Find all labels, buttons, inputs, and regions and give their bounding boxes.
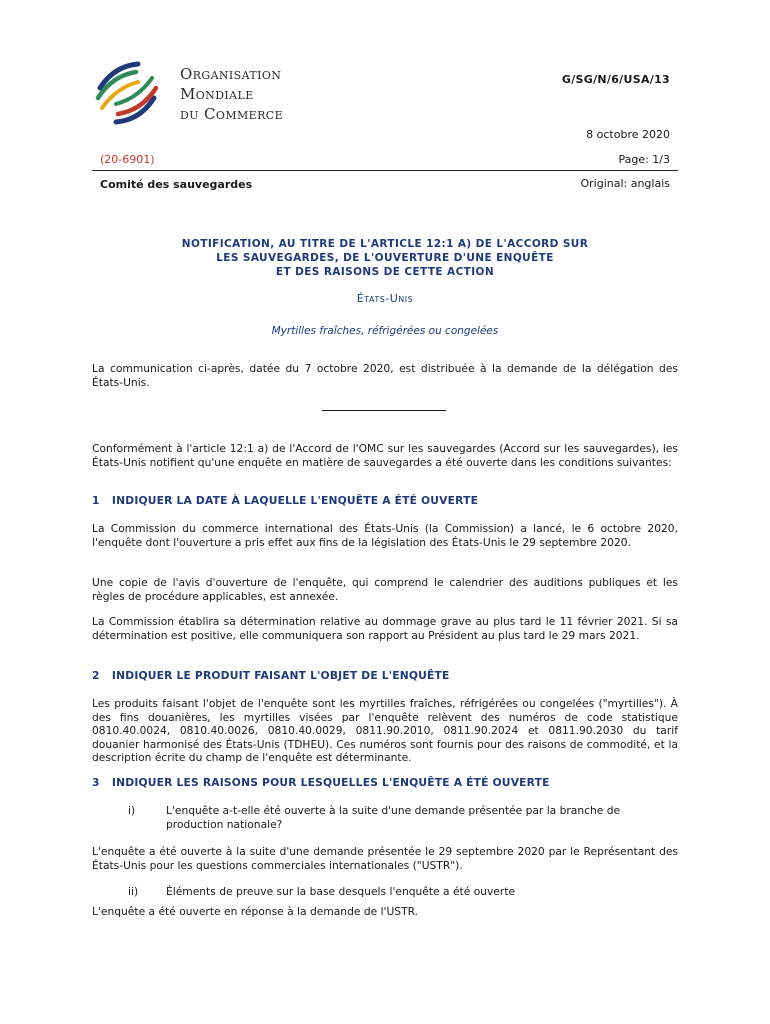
notification-title: [92, 237, 678, 279]
section-3-heading: [92, 776, 678, 789]
section-1-paragraph-1: La Commission du commerce international des États-Unis (la Commission) a lancé, le 6 octobre 2020, l'enquête dont l'ouverture a pris effet aux fins de la législation des États-Unis le 29 septembre 2020.: [92, 522, 678, 549]
section-2-number: 2: [92, 669, 100, 682]
list-item-2-text: Éléments de preuve sur la base desquels l'enquête a été ouverte: [166, 885, 516, 898]
header-divider: [92, 170, 678, 171]
org-name-line3: du Commerce: [180, 105, 284, 123]
section-3-title: INDIQUER LES RAISONS POUR LESQUELLES L'ENQUÊTE A ÉTÉ OUVERTE: [111, 776, 550, 789]
list-item-1-number: i): [128, 804, 136, 817]
list-item-1-text: L'enquête a-t-elle été ouverte à la suite d'une demande présentée par la branche de production nationale?: [166, 804, 621, 831]
section-1-title: INDIQUER LA DATE À LAQUELLE L'ENQUÊTE A ÉTÉ OUVERTE: [111, 494, 479, 507]
title-line2: LES SAUVEGARDES, DE L'OUVERTURE D'UNE ENQUÊTE: [216, 252, 554, 264]
conformement-paragraph: Conformément à l'article 12:1 a) de l'Accord de l'OMC sur les sauvegardes (Accord sur les sauvegardes), les États-Unis notifient qu'une enquête en matière de sauvegardes a été ouverte dans les conditions suivantes:: [92, 442, 678, 469]
section-2-paragraph-1: Les produits faisant l'objet de l'enquête sont les myrtilles fraîches, réfrigérées ou congelées ("myrtilles"). À des fins douanières, les myrtilles visées par l'enquête relèvent des numéros de code statistique 0810.40.0024, 0810.40.0026, 0810.40.0029, 0811.90.2010, 0811.90.2024 et 0811.90.2030 du tarif douanier harmonisé des États-Unis (TDHEU). Ces numéros sont fournis pour des raisons de commodité, et la description écrite du champ de l'enquête est déterminante.: [92, 697, 678, 765]
organization-name: [180, 64, 283, 124]
document-number: (20-6901): [100, 153, 155, 166]
page-indicator: Page: 1/3: [618, 153, 670, 166]
title-line1: NOTIFICATION, AU TITRE DE L'ARTICLE 12:1 A) DE L'ACCORD SUR: [181, 238, 589, 250]
product-name: Myrtilles fraîches, réfrigérées ou congelées: [271, 325, 499, 337]
section-3-paragraph-2: L'enquête a été ouverte en réponse à la demande de l'USTR.: [92, 905, 419, 918]
document-symbol: G/SG/N/6/USA/13: [561, 73, 670, 86]
original-language: Original: anglais: [580, 177, 670, 190]
member-text: États-Unis: [356, 292, 414, 305]
document-date: 8 octobre 2020: [586, 128, 670, 141]
section-1-number: 1: [92, 494, 100, 507]
section-1-paragraph-3: La Commission établira sa détermination relative au dommage grave au plus tard le 11 février 2021. Si sa détermination est positive, elle communiquera son rapport au Président au plus tard le 29 mars 2021.: [92, 615, 678, 642]
section-3-number: 3: [92, 776, 100, 789]
section-3-paragraph-1: L'enquête a été ouverte à la suite d'une demande présentée le 29 septembre 2020 par le Représentant des États-Unis pour les questions commerciales internationales ("USTR").: [92, 845, 678, 872]
section-2-heading: [92, 669, 678, 682]
wto-logo-icon: [92, 58, 162, 128]
section-1-heading: [92, 494, 678, 507]
title-line3: ET DES RAISONS DE CETTE ACTION: [275, 266, 495, 278]
org-name-line2: Mondiale: [180, 85, 254, 103]
separator-line: [322, 410, 446, 411]
section-1-paragraph-2: Une copie de l'avis d'ouverture de l'enquête, qui comprend le calendrier des auditions publiques et les règles de procédure applicables, est annexée.: [92, 576, 678, 603]
committee-name: Comité des sauvegardes: [100, 178, 253, 191]
intro-paragraph: La communication ci-après, datée du 7 octobre 2020, est distribuée à la demande de la délégation des États-Unis.: [92, 362, 678, 389]
list-item-2-number: ii): [128, 885, 139, 898]
member-name: [92, 292, 678, 305]
section-2-title: INDIQUER LE PRODUIT FAISANT L'OBJET DE L'ENQUÊTE: [111, 669, 450, 682]
org-name-line1: Organisation: [180, 65, 282, 83]
